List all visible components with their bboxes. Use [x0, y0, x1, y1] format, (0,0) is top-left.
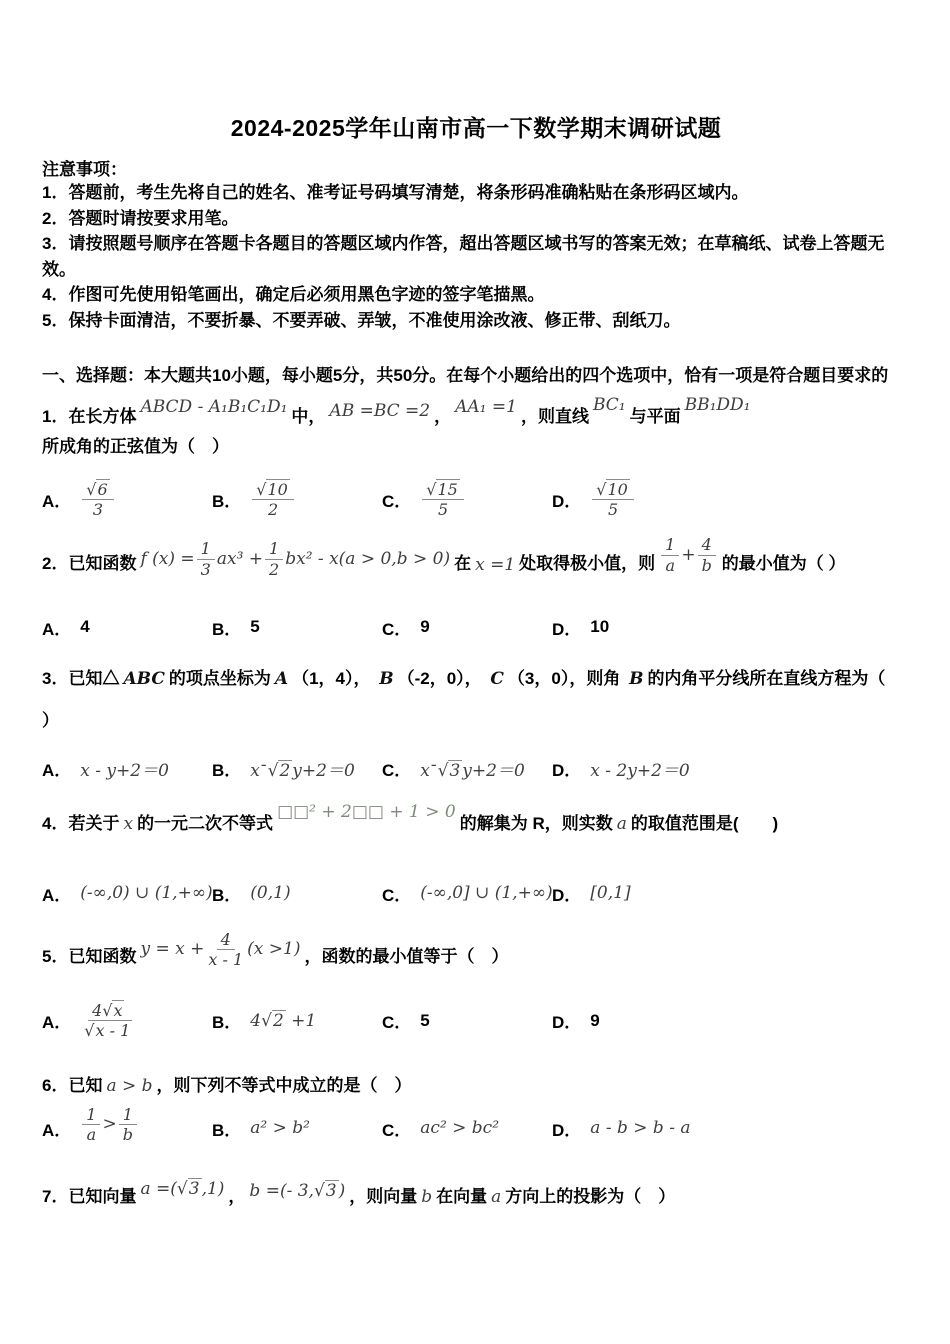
question-6-stem — [42, 1071, 940, 1101]
option-label: D． — [552, 760, 582, 780]
option-value: (-∞,0] ∪ (1,+∞) — [420, 883, 553, 904]
q4-math-a: a — [616, 813, 627, 834]
q1-math-aa1: AA₁ =1 — [455, 397, 517, 417]
option-label: B． — [212, 619, 242, 639]
q4-option-c — [382, 881, 552, 906]
q3-close: ） — [42, 710, 59, 730]
math-fraction — [661, 535, 679, 574]
option-label: C． — [382, 492, 412, 512]
option-label: B． — [212, 1013, 242, 1033]
option-label: D． — [552, 619, 582, 639]
note-line-2: 2．答题时请按要求用笔。 — [42, 208, 239, 228]
q5-option-a — [42, 1001, 212, 1040]
question-7-stem — [42, 1178, 940, 1212]
q1-text-1: 在长方体 — [68, 407, 137, 426]
q1-math-bc1: BC₁ — [592, 395, 626, 415]
sqrt-expression: √15 — [426, 480, 458, 499]
fraction-denominator: 2 — [269, 559, 280, 579]
q4-option-b — [212, 881, 382, 906]
q4-text-1: 若关于 — [68, 813, 120, 833]
option-label: D． — [552, 492, 582, 512]
q2-option-d — [552, 615, 609, 640]
option-value: 9 — [590, 1010, 600, 1030]
fraction-numerator: 4 — [698, 535, 716, 555]
q5-option-b — [212, 1008, 382, 1033]
q2-text-1: 已知函数 — [68, 554, 137, 574]
math-fraction — [197, 539, 215, 578]
option-value: 5 — [420, 1010, 430, 1030]
q1-text-2: 中， — [291, 407, 326, 426]
math-run: +1 — [285, 1010, 317, 1031]
option-label: C． — [382, 885, 412, 905]
option-label: B． — [212, 1120, 242, 1140]
q2-option-b — [212, 615, 382, 640]
math-run: 4 — [92, 1001, 103, 1021]
q1-text-3: ， — [434, 407, 452, 426]
q3-point-a: A — [274, 668, 289, 689]
q5-text-2: ，函数的最小值等于（ ） — [304, 946, 509, 966]
math-fraction — [422, 480, 464, 519]
option-label: D． — [552, 1013, 582, 1033]
q4-option-d — [552, 881, 631, 906]
page-title: 2024-2025学年山南市高一下数学期末调研试题 — [230, 115, 722, 141]
option-value: x - 2y+2＝0 — [590, 760, 690, 781]
option-label: A． — [42, 885, 72, 905]
q6-text-2: ，则下列不等式中成立的是（ ） — [156, 1075, 412, 1095]
option-value: ac² > bc² — [420, 1118, 500, 1139]
q3-option-d — [552, 756, 690, 781]
option-value: 10 — [590, 617, 610, 637]
note-line-3: 3．请按照题号顺序在答题卡各题目的答题区域内作答，超出答题区域书写的答案无效；在草稿纸、试卷上答题无效。 — [42, 234, 885, 279]
math-run: x — [420, 760, 430, 781]
math-fraction — [698, 535, 716, 574]
option-value: 4 — [80, 617, 90, 637]
q2-math-x1: x =1 — [475, 554, 516, 575]
option-value: (-∞,0) ∪ (1,+∞) — [80, 883, 213, 904]
fraction-numerator: 1 — [197, 539, 215, 559]
raised-minus: - — [430, 754, 437, 775]
q5-text-1: 已知函数 — [68, 946, 137, 966]
fraction-denominator: 5 — [437, 500, 449, 520]
q1-option-c — [382, 480, 552, 519]
note-line-1: 1．答题前，考生先将自己的姓名、准考证号码填写清楚，将条形码准确粘贴在条形码区域内。 — [42, 183, 749, 202]
q1-number: 1． — [42, 407, 69, 426]
math-run: > — [102, 1113, 117, 1134]
q4-text-2: 的一元二次不等式 — [137, 813, 274, 833]
sqrt-expression: √6 — [86, 480, 108, 499]
q1-option-a — [42, 480, 212, 519]
option-label: C． — [382, 760, 412, 780]
q3-option-c — [382, 756, 552, 781]
q1-text-6: 所成角的正弦值为（ ） — [42, 437, 229, 456]
option-label: C． — [382, 1013, 412, 1033]
math-run: y+2＝0 — [462, 760, 525, 781]
math-run: + — [681, 544, 696, 565]
q5-option-c — [382, 1008, 552, 1033]
q3-number: 3． — [42, 668, 69, 688]
q3-point-b: B — [379, 668, 394, 689]
math-run: a =( — [140, 1178, 177, 1199]
option-value — [250, 1011, 316, 1031]
q2-number: 2． — [42, 554, 69, 574]
note-line-5: 5．保持卡面清洁，不要折暴、不要弄破、弄皱，不准使用涂改液、修正带、刮纸刀。 — [42, 310, 681, 330]
math-fraction — [265, 539, 283, 578]
q6-number: 6． — [42, 1075, 69, 1095]
option-label: A． — [42, 619, 72, 639]
math-fraction — [252, 480, 294, 519]
q3-angle-b: B — [629, 668, 644, 689]
sqrt-expression: √3 — [313, 1180, 337, 1201]
notes-heading: 注意事项： — [42, 160, 127, 179]
question-3-options — [42, 756, 910, 781]
q1-text-4: ，则直线 — [520, 407, 589, 426]
q3-point-c: C — [490, 668, 504, 689]
option-value: a² > b² — [250, 1118, 310, 1139]
q3-option-b — [212, 756, 382, 781]
question-5-options — [42, 1001, 910, 1040]
question-3-stem — [42, 664, 940, 694]
fraction-denominator: 3 — [200, 559, 211, 579]
q4-math-x: x — [123, 813, 134, 834]
q2-text-4: 的最小值为（ ） — [721, 554, 846, 574]
q4-text-4: 的取值范围是( ) — [630, 813, 779, 833]
fraction-denominator: a — [86, 1124, 97, 1144]
option-label: D． — [552, 1120, 582, 1140]
math-run: y+2＝0 — [292, 760, 355, 781]
sqrt-expression: √2 — [261, 1010, 284, 1031]
q2-text-2: 在 — [454, 554, 472, 574]
question-2-stem — [42, 535, 940, 584]
fraction-denominator: 3 — [92, 500, 104, 520]
option-label: A． — [42, 1013, 72, 1033]
question-1-stem — [42, 395, 940, 462]
fraction-denominator: a — [665, 555, 676, 575]
q2-function-formula — [140, 539, 451, 579]
option-label: A． — [42, 1120, 72, 1140]
q3-text-4: （-2，0）， — [397, 668, 487, 688]
math-run: bx² - x(a > 0,b > 0) — [285, 548, 451, 569]
option-value — [250, 756, 355, 781]
sqrt-expression: √10 — [596, 480, 628, 499]
sqrt-expression: √x - 1 — [84, 1021, 131, 1041]
question-4-stem — [42, 801, 940, 839]
option-label: A． — [42, 760, 72, 780]
q3-text-5: （3，0），则角 — [507, 668, 626, 688]
q3-math-abc: ABC — [123, 668, 165, 689]
fraction-denominator: b — [701, 555, 712, 575]
q2-option-a — [42, 615, 212, 640]
q7-math-b: b — [421, 1186, 433, 1207]
q5-option-d — [552, 1008, 600, 1033]
q1-math-ab-bc: AB =BC =2 — [329, 401, 431, 421]
q6-math-agtb: a > b — [106, 1075, 153, 1096]
fraction-denominator: b — [122, 1124, 133, 1144]
q6-text-1: 已知 — [68, 1075, 103, 1095]
q5-number: 5． — [42, 946, 69, 966]
math-run: 4 — [250, 1010, 262, 1031]
q7-text-5: 方向上的投影为（ ） — [505, 1186, 676, 1206]
q6-option-b — [212, 1116, 382, 1141]
q4-option-a — [42, 881, 212, 906]
note-line-4: 4．作图可先使用铅笔画出，确定后必须用黑色字迹的签字笔描黑。 — [42, 285, 545, 304]
q7-math-a: a — [491, 1186, 502, 1207]
fraction-denominator: 2 — [267, 500, 279, 520]
q3-text-1: 已知△ — [68, 668, 120, 688]
q6-option-a — [42, 1104, 212, 1148]
option-label: B． — [212, 885, 242, 905]
q7-vector-a — [140, 1179, 224, 1199]
q4-inequality-formula: □□² + 2□□ + 1 > 0 — [277, 801, 456, 822]
q7-number: 7． — [42, 1186, 69, 1206]
sqrt-expression: √10 — [256, 480, 288, 499]
fraction-numerator: 1 — [119, 1105, 137, 1125]
q7-vector-b — [249, 1181, 345, 1201]
q7-text-3: ，则向量 — [349, 1186, 418, 1206]
fraction-denominator: x - 1 — [208, 949, 244, 969]
question-2-options — [42, 615, 910, 640]
math-fraction — [82, 480, 113, 519]
q3-text-2: 的项点坐标为 — [168, 668, 271, 688]
q6-option-d — [552, 1116, 690, 1141]
fraction-numerator: 1 — [82, 1105, 100, 1125]
option-label: C． — [382, 619, 412, 639]
q7-text-1: 已知向量 — [68, 1186, 137, 1206]
q1-option-b — [212, 480, 382, 519]
option-value — [80, 1105, 139, 1144]
q7-text-2: ， — [228, 1186, 246, 1206]
option-label: C． — [382, 1120, 412, 1140]
option-value: [0,1] — [590, 883, 631, 904]
option-value: 9 — [420, 617, 430, 637]
q1-math-cuboid: ABCD - A₁B₁C₁D₁ — [140, 397, 288, 417]
question-4-options — [42, 881, 910, 906]
option-label: A． — [42, 492, 72, 512]
math-fraction — [119, 1105, 137, 1144]
question-3-close-paren — [42, 706, 940, 736]
sqrt-expression: √2 — [267, 760, 291, 781]
option-label: B． — [212, 492, 242, 512]
fraction-numerator: 1 — [265, 539, 283, 559]
q4-number: 4． — [42, 813, 69, 833]
option-value: (0,1) — [250, 883, 291, 904]
option-label: B． — [212, 760, 242, 780]
math-run: ) — [338, 1180, 346, 1201]
math-fraction — [82, 1105, 100, 1144]
q1-option-d — [552, 480, 636, 519]
option-value — [420, 756, 525, 781]
question-5-stem — [42, 929, 940, 977]
option-value: a - b > b - a — [590, 1118, 691, 1139]
math-fraction — [82, 1001, 134, 1040]
sqrt-expression: √x — [102, 1001, 123, 1021]
sqrt-expression: √3 — [437, 760, 461, 781]
math-run: f (x) = — [140, 548, 195, 569]
sqrt-expression: √3 — [176, 1178, 200, 1199]
option-value: 5 — [250, 617, 260, 637]
fraction-numerator: 1 — [661, 535, 679, 555]
math-run: ,1) — [201, 1178, 225, 1199]
q2-option-c — [382, 615, 552, 640]
q1-math-plane: BB₁DD₁ — [684, 395, 751, 415]
q1-text-5: 与平面 — [629, 407, 681, 426]
q3-option-a — [42, 756, 212, 781]
math-fraction — [592, 480, 634, 519]
math-run: b =(- 3, — [249, 1180, 314, 1201]
q3-text-6: 的内角平分线所在直线方程为（ — [647, 668, 886, 688]
option-value: x - y+2＝0 — [80, 760, 169, 781]
question-1-options — [42, 480, 910, 519]
fraction-denominator: 5 — [607, 500, 619, 520]
math-run: x — [250, 760, 260, 781]
math-run: y = x + — [140, 938, 205, 959]
q2-text-3: 处取得极小值，则 — [519, 554, 656, 574]
q6-option-c — [382, 1116, 552, 1141]
math-run: ax³ + — [216, 548, 264, 569]
q5-function-formula — [140, 929, 301, 969]
math-fraction — [206, 930, 245, 969]
q7-text-4: 在向量 — [436, 1186, 488, 1206]
q4-text-3: 的解集为 R，则实数 — [459, 813, 613, 833]
option-label: D． — [552, 885, 582, 905]
q2-target-expression — [659, 535, 718, 575]
math-run: (x >1) — [247, 938, 301, 959]
question-6-options — [42, 1104, 910, 1148]
fraction-numerator: 4 — [217, 930, 235, 950]
raised-minus: - — [260, 754, 267, 775]
q3-text-3: （1，4）， — [292, 668, 376, 688]
section-heading: 一、选择题：本大题共10小题，每小题5分，共50分。在每个小题给出的四个选项中，恰有一项是符合题目要求的 — [42, 366, 889, 385]
